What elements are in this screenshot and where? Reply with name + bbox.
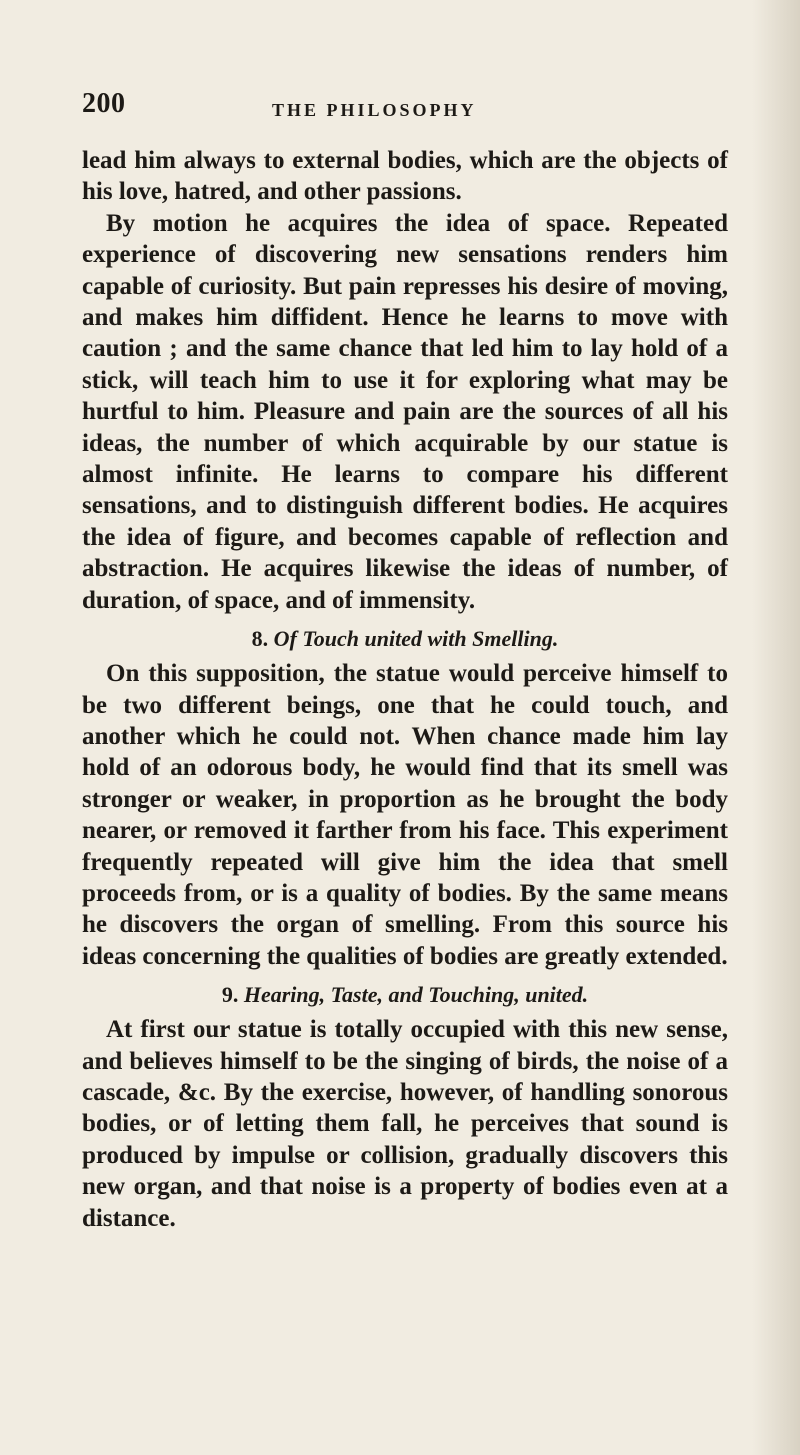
page-edge-shadow bbox=[752, 0, 800, 1455]
paragraph-1: lead him always to external bodies, which are the objects of his love, hatred, and other passions. bbox=[82, 147, 728, 206]
paragraph-3: On this supposition, the statue would perceive himself to be two different beings, one that he could touch, and another which he could not. When chance made him lay hold of an odorous body, he would find that its smell was stronger or weaker, in proportion as he brought the body nearer, or removed it farther from his face. This experiment frequently repeated will give him the idea that smell proceeds from, or is a quality of bodies. By the same means he discovers the organ of smelling. From this source his ideas concerning the qualities of bodies are greatly extended. bbox=[82, 660, 728, 970]
page-header bbox=[82, 88, 722, 128]
page-body bbox=[82, 145, 728, 1234]
paragraph-4: At first our statue is totally occupied with this new sense, and believes himself to be the singing of birds, the noise of a cascade, &c. By the exercise, however, of handling sonorous bodies, or of letting them fall, he perceives that sound is produced by impulse or collision, gradually discovers this new organ, and that noise is a property of bodies even at a distance. bbox=[82, 1016, 728, 1232]
section-heading-9 bbox=[82, 980, 728, 1010]
section-title-9: Hearing, Taste, and Touching, united. bbox=[243, 982, 589, 1008]
paragraph-2: By motion he acquires the idea of space. Repeated experience of discovering new sensations renders him capable of curiosity. But pain represses his desire of moving, and makes him diffident. Hence he learns to move with caution ; and the same chance that led him to lay hold of a stick, will teach him to use it for exploring what may be hurtful to him. Pleasure and pain are the sources of all his ideas, the number of which acquirable by our statue is almost infinite. He learns to compare his different sensations, and to distinguish different bodies. He acquires the idea of figure, and becomes capable of reflection and abstraction. He acquires likewise the ideas of number, of duration, of space, and of immensity. bbox=[82, 209, 728, 614]
section-heading-8 bbox=[82, 624, 728, 654]
section-title-8: Of Touch united with Smelling. bbox=[273, 626, 559, 652]
section-number-9: 9. bbox=[221, 982, 239, 1008]
running-head: THE PHILOSOPHY bbox=[272, 100, 477, 120]
section-number-8: 8. bbox=[251, 626, 269, 652]
page-number: 200 bbox=[82, 88, 126, 119]
